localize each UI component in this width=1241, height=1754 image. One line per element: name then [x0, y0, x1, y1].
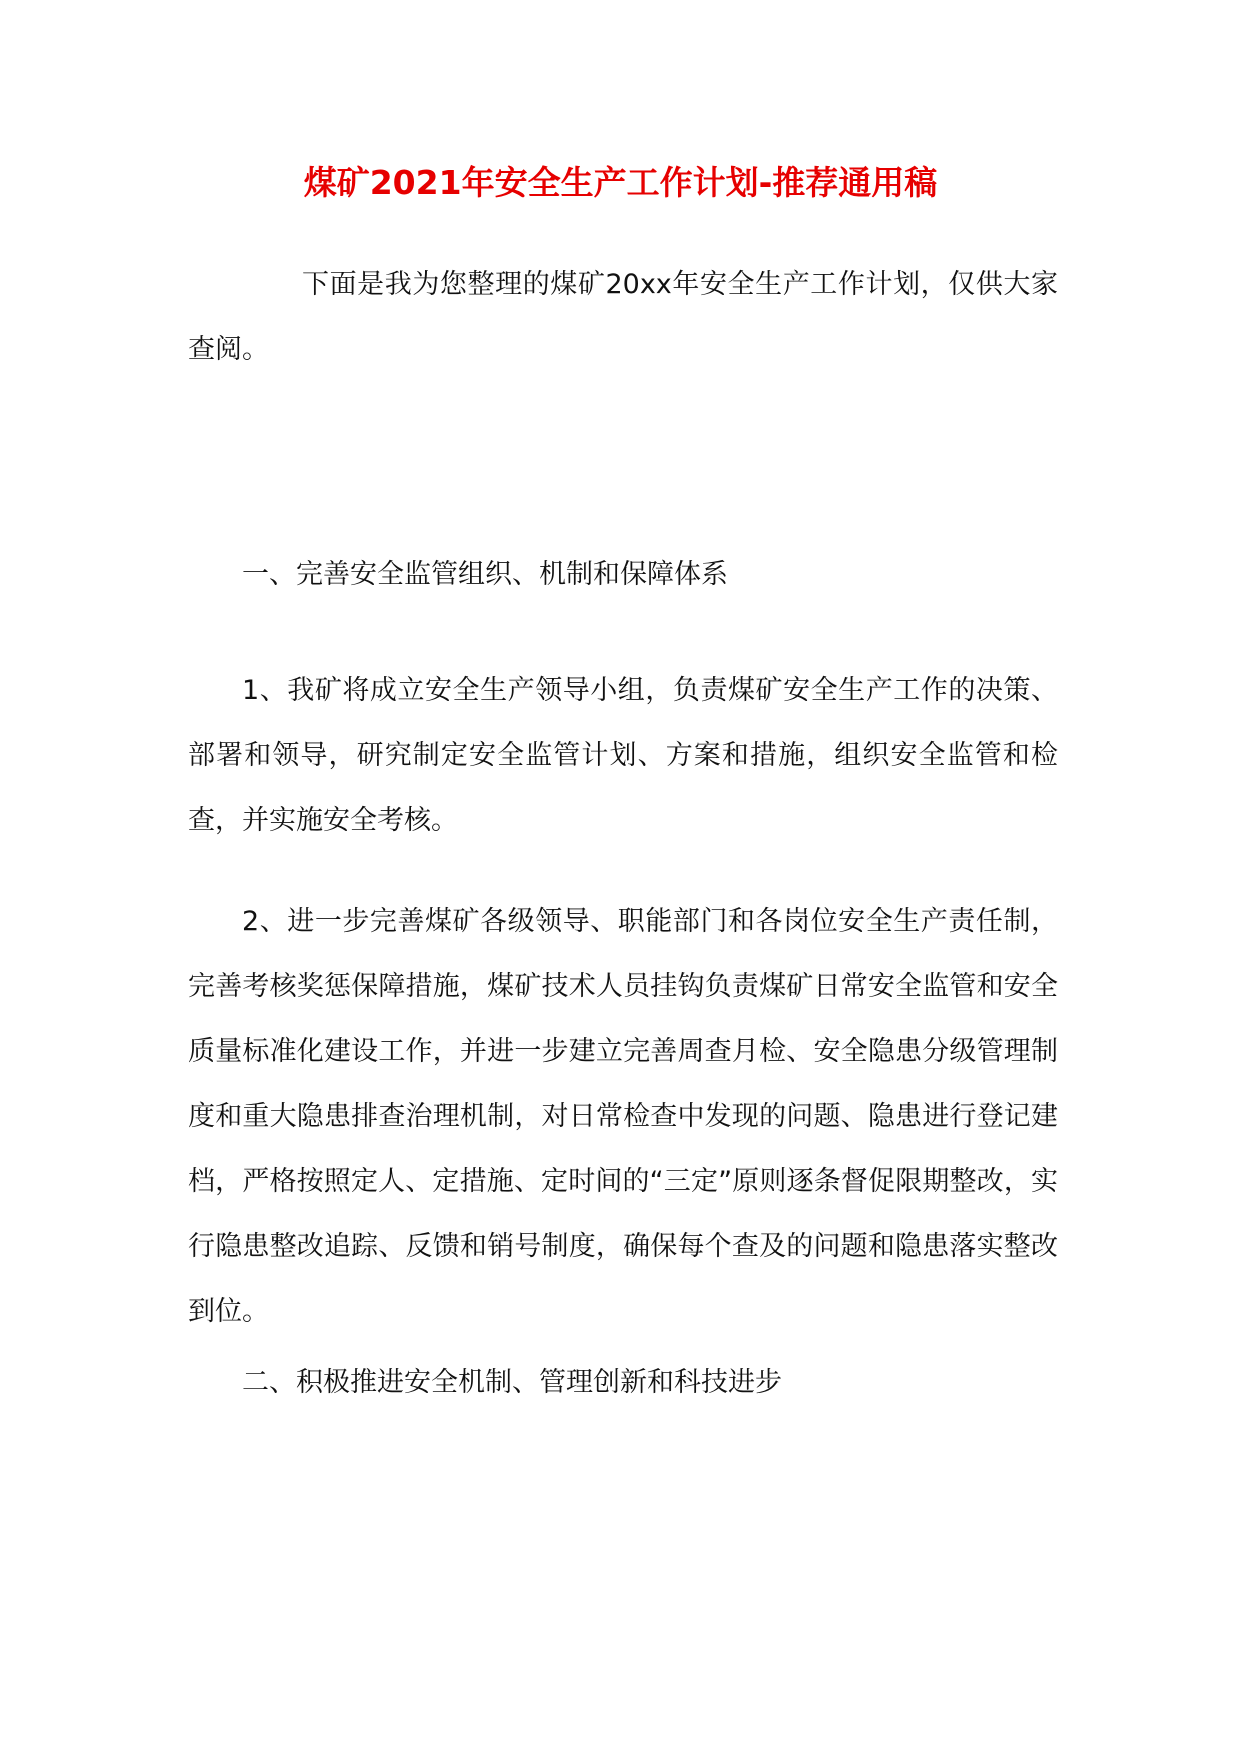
paragraph-2: 2、进一步完善煤矿各级领导、职能部门和各岗位安全生产责任制，完善考核奖惩保障措施，煤矿技术人员挂钩负责煤矿日常安全监管和安全质量标准化建设工作，并进一步建立完善周查月检、安全隐患分级管理制度和重大隐患排查治理机制，对日常检查中发现的问题、隐患进行登记建档，严格按照定人、定措施、定时间的“三定”原则逐条督促限期整改，实行隐患整改追踪、反馈和销号制度，确保每个查及的问题和隐患落实整改到位。 [188, 906, 1058, 1327]
section-heading-1: 一、完善安全监管组织、机制和保障体系 [242, 559, 728, 590]
section-heading-2: 二、积极推进安全机制、管理创新和科技进步 [242, 1367, 782, 1398]
document-title: 煤矿2021年安全生产工作计划-推荐通用稿 [303, 163, 938, 202]
intro-paragraph: 下面是我为您整理的煤矿20xx年安全生产工作计划，仅供大家查阅。 [188, 269, 1058, 365]
paragraph-1: 1、我矿将成立安全生产领导小组，负责煤矿安全生产工作的决策、部署和领导，研究制定安全监管计划、方案和措施，组织安全监管和检查，并实施安全考核。 [188, 675, 1058, 836]
